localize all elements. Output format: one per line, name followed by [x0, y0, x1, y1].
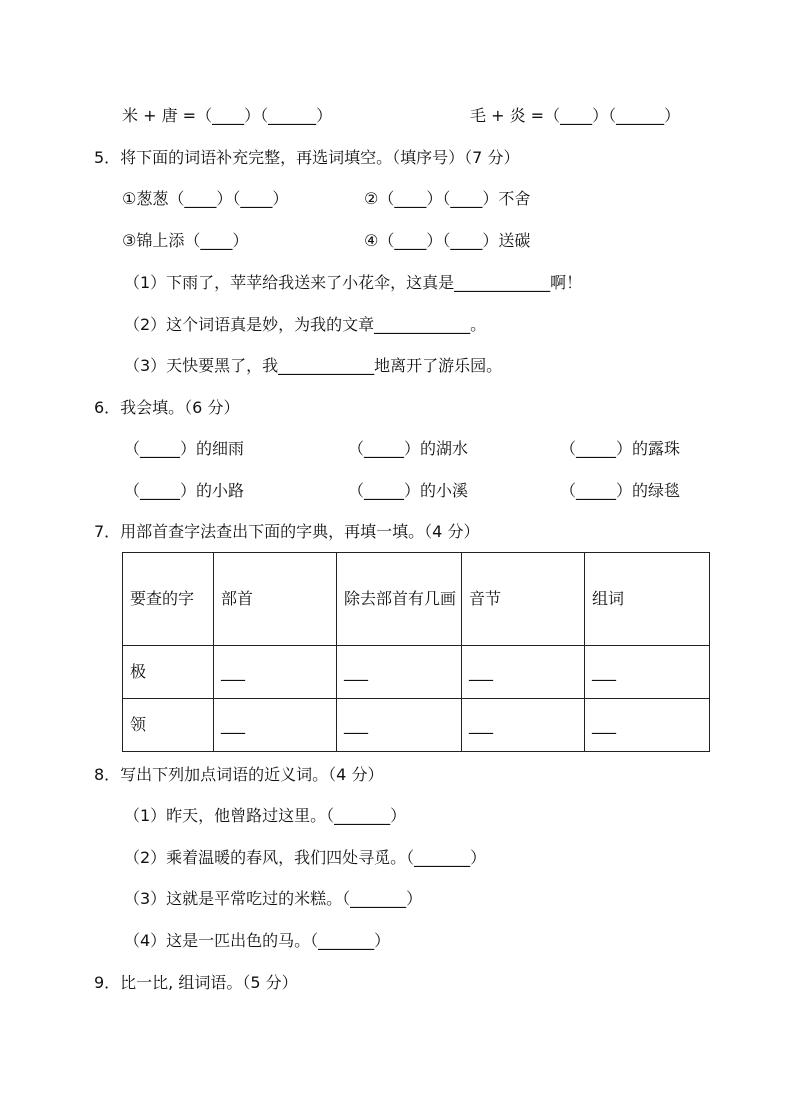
dictionary-table [122, 552, 710, 752]
q5-sentence-1: （1）下雨了，苹苹给我送来了小花伞，这真是____________啊！ [124, 273, 583, 292]
header-syllable: 音节 [462, 553, 585, 646]
q8-sentence-4: （4）这是一匹出色的马。（_______） [124, 931, 391, 950]
compose-right: 毛 + 炎 =（____）（______） [470, 106, 681, 125]
blank-cell[interactable]: ___ [337, 646, 462, 699]
cell-char: 领 [123, 699, 214, 752]
blank-cell[interactable]: ___ [214, 646, 337, 699]
table-row [123, 699, 710, 752]
q6-title: 6．我会填。（6 分） [94, 398, 240, 417]
blank-cell[interactable]: ___ [337, 699, 462, 752]
header-word: 组词 [585, 553, 710, 646]
q7-title: 7．用部首查字法查出下面的字典，再填一填。（4 分） [94, 522, 480, 541]
table-row [123, 646, 710, 699]
blank-cell[interactable]: ___ [585, 699, 710, 752]
q5-item-2: ②（____）（____）不舍 [364, 189, 531, 208]
q6-r1-c3: （_____）的露珠 [560, 439, 681, 458]
blank-cell[interactable]: ___ [585, 646, 710, 699]
q8-sentence-3: （3）这就是平常吃过的米糕。（_______） [124, 889, 423, 908]
header-radical: 部首 [214, 553, 337, 646]
q5-sentence-2: （2）这个词语真是妙，为我的文章____________。 [124, 315, 487, 334]
table-header-row [123, 553, 710, 646]
blank-cell[interactable]: ___ [462, 699, 585, 752]
q5-title: 5．将下面的词语补充完整，再选词填空。（填序号）（7 分） [94, 148, 520, 167]
q5-item-4: ④（____）（____）送碳 [364, 231, 531, 250]
header-char: 要查的字 [123, 553, 214, 646]
q5-item-3: ③锦上添（____） [122, 231, 249, 250]
blank-cell[interactable]: ___ [214, 699, 337, 752]
q6-r2-c3: （_____）的绿毯 [560, 481, 681, 500]
compose-left: 米 + 唐 =（____）（______） [122, 106, 333, 125]
q6-r2-c1: （_____）的小路 [124, 481, 245, 500]
cell-char: 极 [123, 646, 214, 699]
q6-r2-c2: （_____）的小溪 [348, 481, 469, 500]
q5-item-1: ①葱葱（____）（____） [122, 189, 289, 208]
blank-cell[interactable]: ___ [462, 646, 585, 699]
q5-sentence-3: （3）天快要黑了，我____________地离开了游乐园。 [124, 356, 503, 375]
header-strokes: 除去部首有几画 [337, 553, 462, 646]
q6-r1-c2: （_____）的湖水 [348, 439, 469, 458]
q9-title: 9．比一比, 组词语。（5 分） [94, 973, 298, 992]
q6-r1-c1: （_____）的细雨 [124, 439, 245, 458]
q8-title: 8．写出下列加点词语的近义词。（4 分） [94, 765, 384, 784]
q8-sentence-1: （1）昨天，他曾路过这里。（_______） [124, 806, 407, 825]
q8-sentence-2: （2）乘着温暖的春风，我们四处寻觅。（_______） [124, 848, 487, 867]
